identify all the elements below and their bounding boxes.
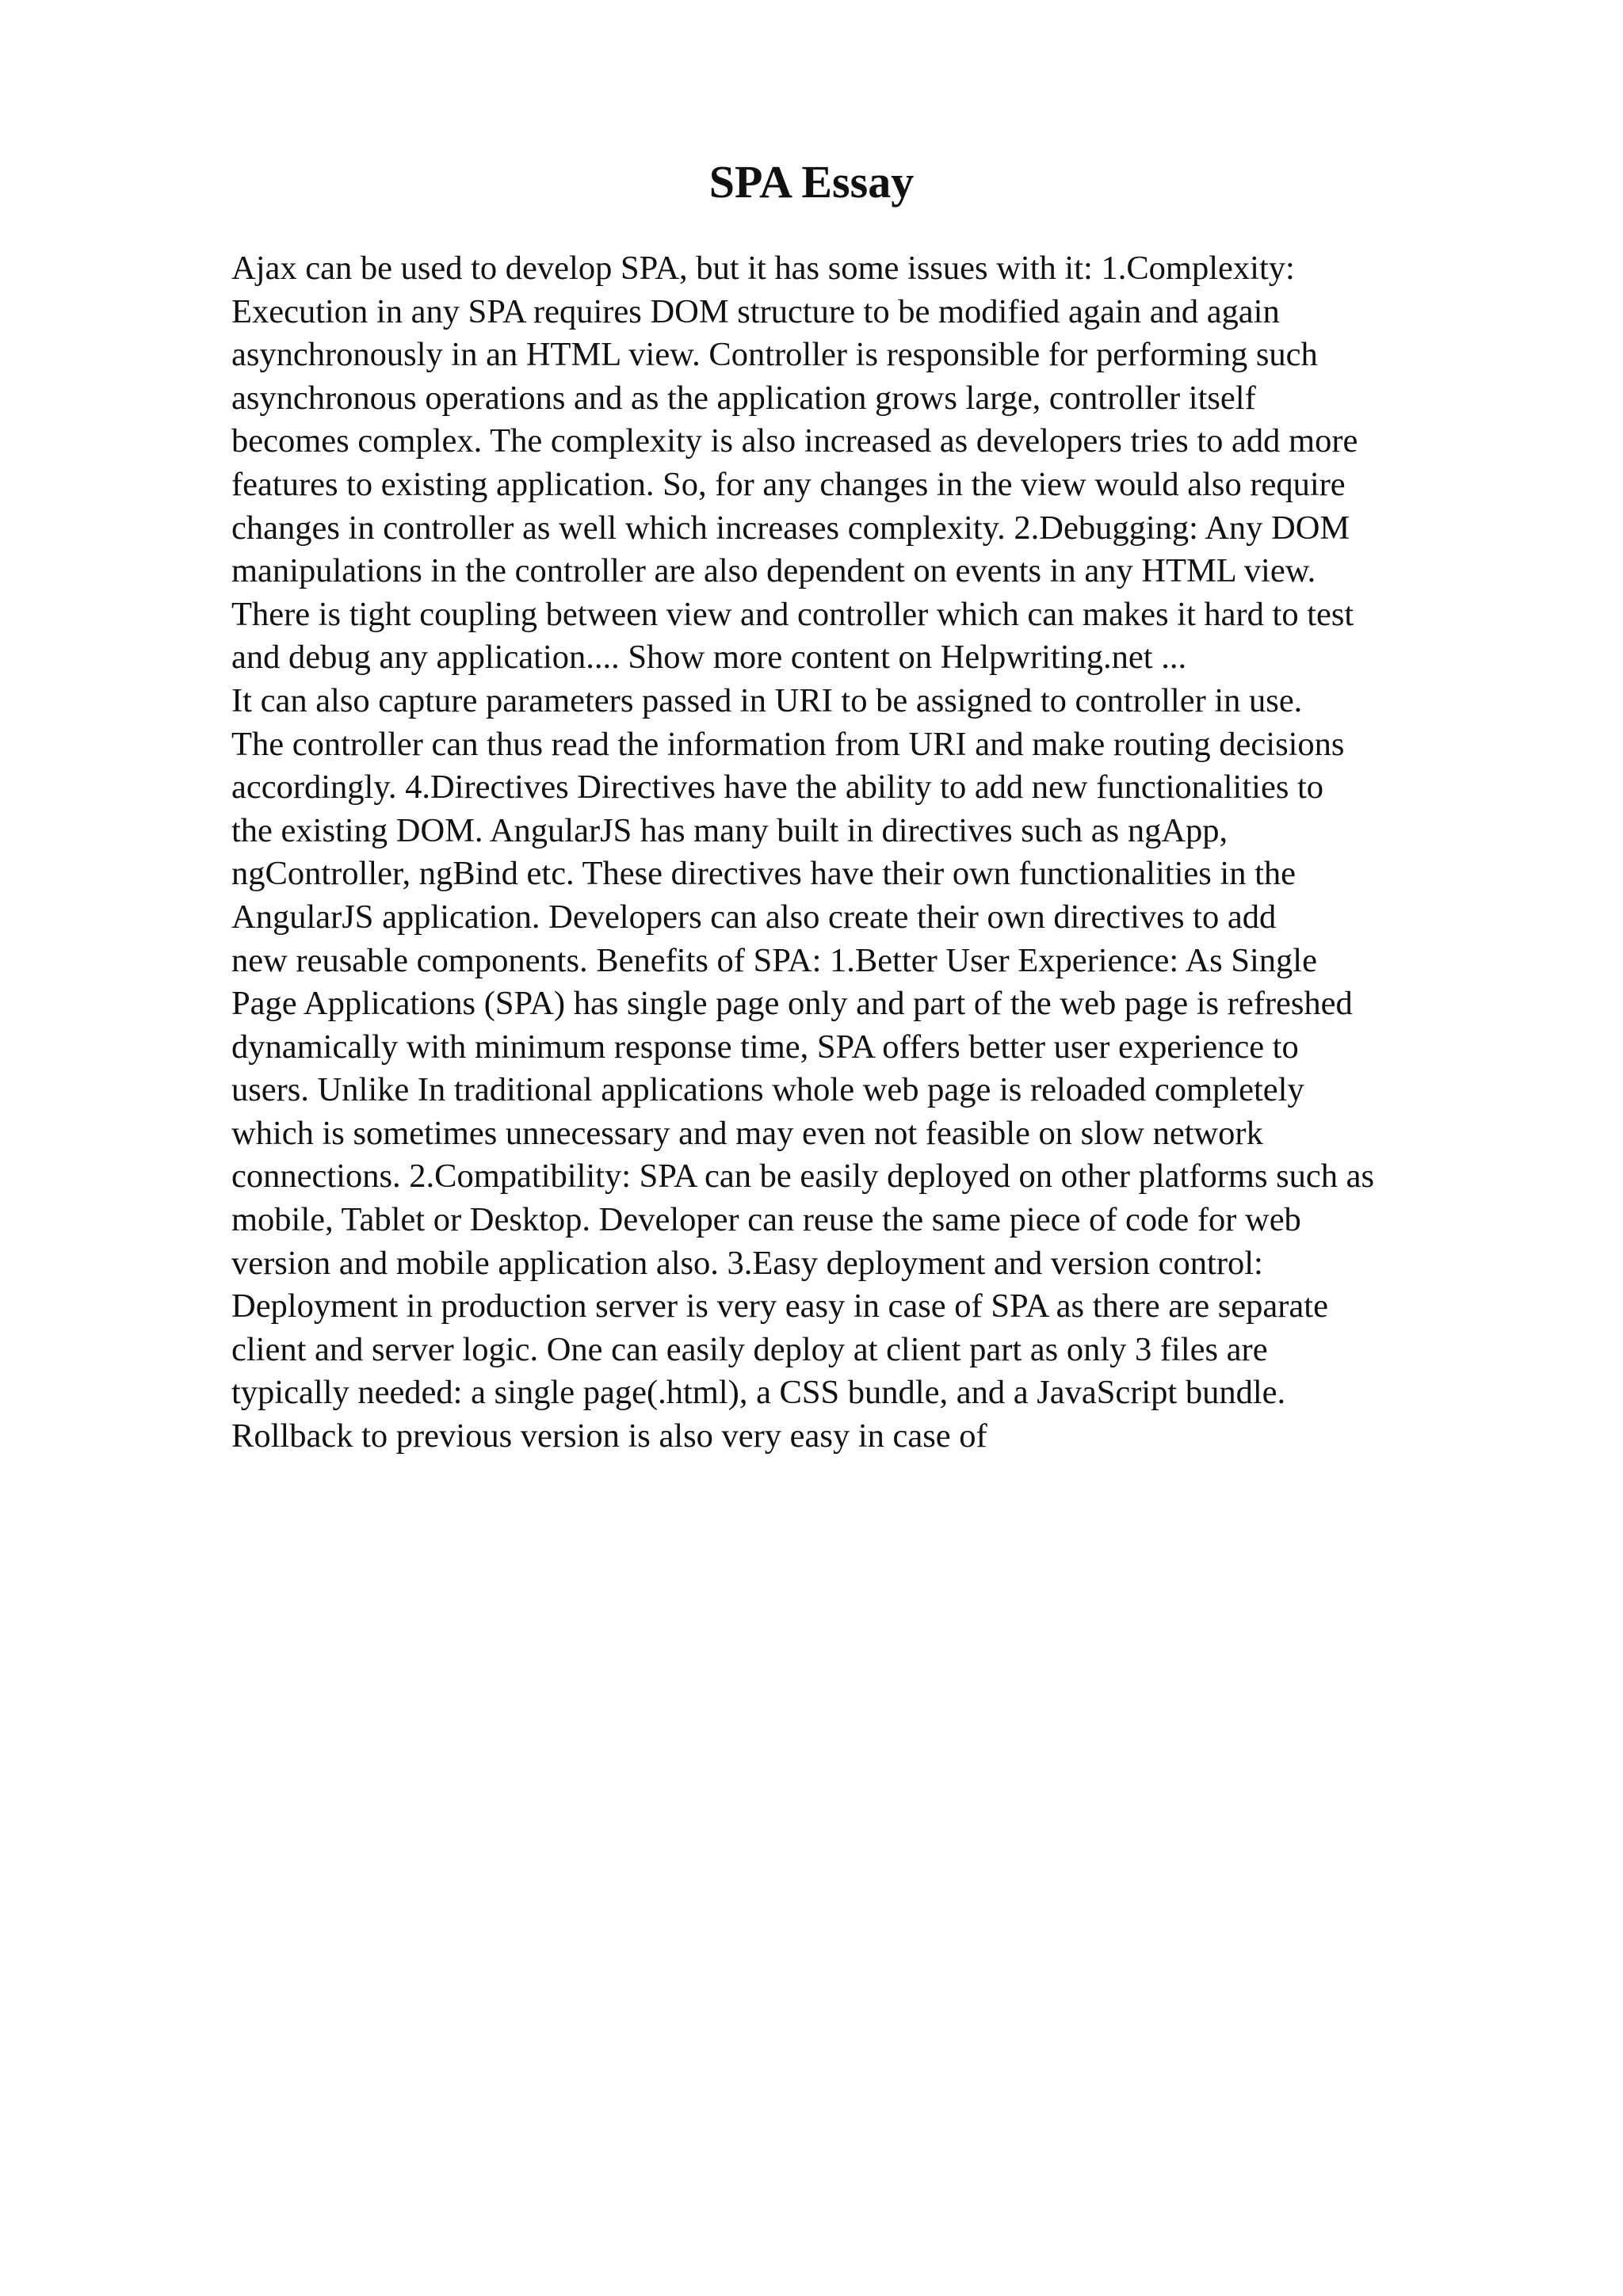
essay-body: [231, 247, 1499, 1459]
text-line: users. Unlike In traditional applications whole web page is reloaded completely: [231, 1071, 1304, 1109]
text-line: new reusable components. Benefits of SPA: 1.Better User Experience: As Single: [231, 941, 1317, 979]
text-line: and debug any application.... Show more content on Helpwriting.net ...: [231, 639, 1187, 677]
text-line: There is tight coupling between view and controller which can makes it hard to test: [231, 595, 1354, 633]
text-line: Deployment in production server is very easy in case of SPA as there are separate: [231, 1287, 1328, 1325]
text-line: connections. 2.Compatibility: SPA can be easily deployed on other platforms such as: [231, 1158, 1375, 1196]
text-line: asynchronous operations and as the application grows large, controller itself: [231, 379, 1256, 417]
text-line: It can also capture parameters passed in URI to be assigned to controller in use.: [231, 681, 1303, 719]
text-line: client and server logic. One can easily deploy at client part as only 3 files are: [231, 1330, 1268, 1368]
text-line: the existing DOM. AngularJS has many built in directives such as ngApp,: [231, 811, 1228, 849]
text-line: mobile, Tablet or Desktop. Developer can reuse the same piece of code for web: [231, 1201, 1301, 1239]
text-line: The controller can thus read the information from URI and make routing decisions: [231, 725, 1345, 763]
text-line: Execution in any SPA requires DOM structure to be modified again and again: [231, 292, 1280, 330]
text-line: Rollback to previous version is also very easy in case of: [231, 1417, 987, 1455]
text-line: AngularJS application. Developers can also create their own directives to add: [231, 898, 1277, 936]
text-line: ngController, ngBind etc. These directives have their own functionalities in the: [231, 855, 1296, 893]
text-line: becomes complex. The complexity is also increased as developers tries to add more: [231, 422, 1358, 460]
text-line: manipulations in the controller are also dependent on events in any HTML view.: [231, 552, 1316, 590]
page-title: SPA Essay: [708, 156, 915, 208]
text-line: Ajax can be used to develop SPA, but it has some issues with it: 1.Complexity:: [231, 250, 1295, 287]
text-line: which is sometimes unnecessary and may even not feasible on slow network: [231, 1114, 1263, 1152]
text-line: typically needed: a single page(.html), a CSS bundle, and a JavaScript bundle.: [231, 1374, 1286, 1412]
text-line: changes in controller as well which increases complexity. 2.Debugging: Any DOM: [231, 509, 1350, 547]
text-line: Page Applications (SPA) has single page only and part of the web page is refreshed: [231, 985, 1353, 1023]
text-line: features to existing application. So, for any changes in the view would also require: [231, 465, 1346, 503]
text-line: dynamically with minimum response time, SPA offers better user experience to: [231, 1028, 1299, 1066]
text-line: version and mobile application also. 3.Easy deployment and version control:: [231, 1244, 1263, 1282]
text-line: asynchronously in an HTML view. Controller is responsible for performing such: [231, 336, 1318, 374]
text-line: accordingly. 4.Directives Directives have the ability to add new functionalities to: [231, 769, 1324, 807]
